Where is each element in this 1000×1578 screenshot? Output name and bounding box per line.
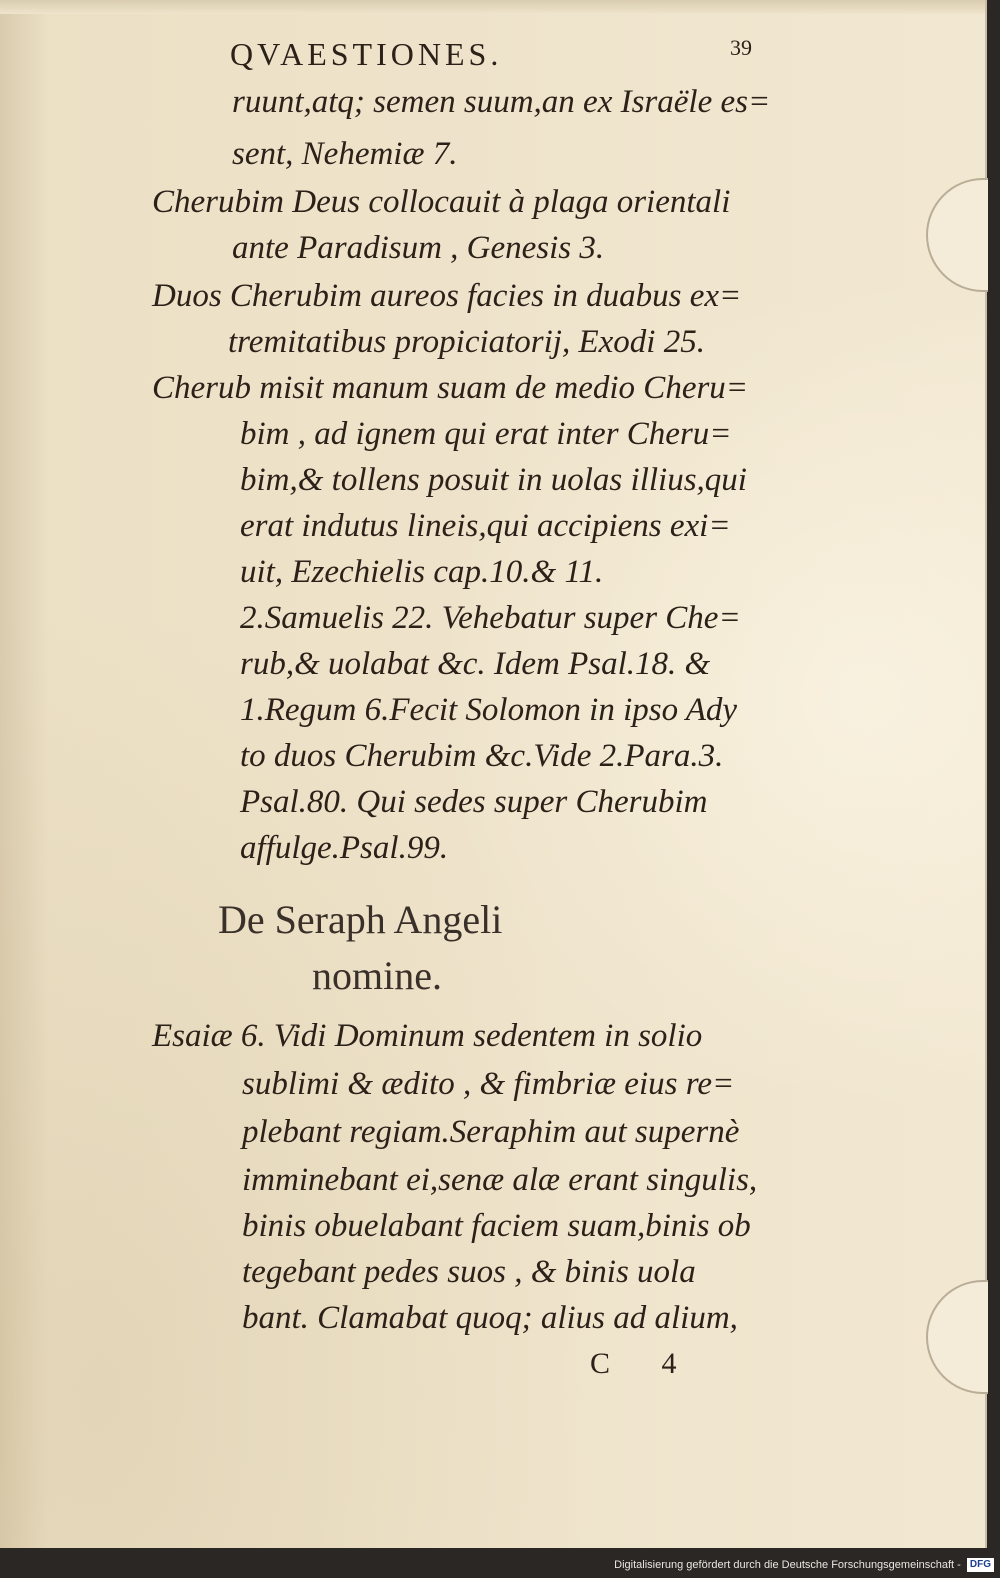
text-line: affulge.Psal.99. bbox=[240, 830, 449, 866]
text-line: erat indutus lineis,qui accipiens exi= bbox=[240, 508, 731, 544]
text-line: uit, Ezechielis cap.10.& 11. bbox=[240, 554, 604, 590]
text-line: Esaiæ 6. Vidi Dominum sedentem in solio bbox=[152, 1018, 703, 1054]
text-line: ruunt,atq; semen suum,an ex Israële es= bbox=[232, 84, 771, 120]
credit-text: Digitalisierung gefördert durch die Deutsche Forschungsgemeinschaft - bbox=[614, 1559, 961, 1571]
text-line: plebant regiam.Seraphim aut supernè bbox=[242, 1114, 740, 1150]
section-heading: De Seraph Angeli bbox=[218, 897, 503, 942]
text-line: Duos Cherubim aureos facies in duabus ex= bbox=[152, 278, 742, 314]
text-line: sublimi & ædito , & fimbriæ eius re= bbox=[242, 1066, 735, 1102]
digitization-credit bbox=[614, 1556, 994, 1574]
text-line: tremitatibus propiciatorij, Exodi 25. bbox=[228, 324, 705, 360]
text-line: bim,& tollens posuit in uolas illius,qui bbox=[240, 462, 747, 498]
text-line: Cherub misit manum suam de medio Cheru= bbox=[152, 370, 749, 406]
text-line: 2.Samuelis 22. Vehebatur super Che= bbox=[240, 600, 741, 636]
text-line: to duos Cherubim &c.Vide 2.Para.3. bbox=[240, 738, 724, 774]
folio-number: 39 bbox=[730, 35, 752, 60]
text-line: 1.Regum 6.Fecit Solomon in ipso Ady bbox=[240, 692, 738, 728]
text-line: bant. Clamabat quoq; alius ad alium, bbox=[242, 1300, 738, 1336]
section-heading-continued: nomine. bbox=[312, 953, 442, 998]
dfg-logo: DFG bbox=[967, 1558, 994, 1572]
page-top-edge bbox=[0, 0, 985, 14]
text-line: Psal.80. Qui sedes super Cherubim bbox=[240, 784, 708, 820]
running-head: QVAESTIONES. bbox=[230, 36, 503, 72]
page-tab-lower bbox=[926, 1280, 988, 1394]
signature-mark: C 4 bbox=[590, 1347, 699, 1380]
text-line: Cherubim Deus collocauit à plaga orientali bbox=[152, 184, 731, 220]
text-line: ante Paradisum , Genesis 3. bbox=[232, 230, 605, 266]
text-line: rub,& uolabat &c. Idem Psal.18. & bbox=[240, 646, 711, 682]
text-line: imminebant ei,senæ alæ erant singulis, bbox=[242, 1162, 758, 1198]
text-line: binis obuelabant faciem suam,binis ob bbox=[242, 1208, 751, 1244]
page-tab-upper bbox=[926, 178, 988, 292]
text-line: tegebant pedes suos , & binis uola bbox=[242, 1254, 696, 1290]
text-line: sent, Nehemiæ 7. bbox=[232, 136, 458, 172]
text-line: bim , ad ignem qui erat inter Cheru= bbox=[240, 416, 732, 452]
